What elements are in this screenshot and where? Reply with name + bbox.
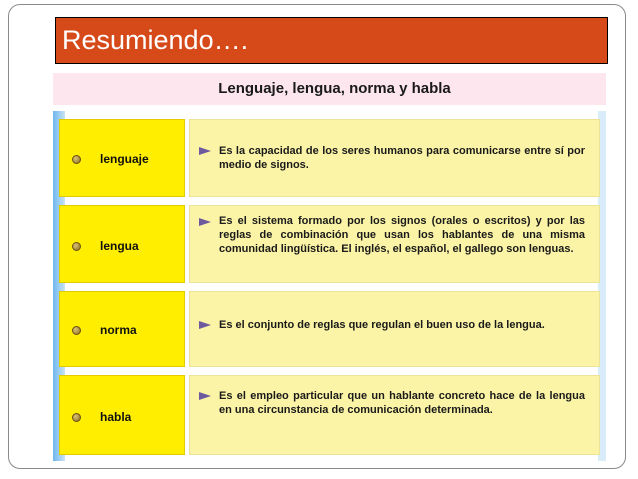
definitions-panel [53,73,606,461]
arrow-bullet-icon [199,392,211,400]
arrow-bullet-icon [199,218,211,226]
arrow-bullet-icon [199,321,211,329]
definition-text: Es el sistema formado por los signos (orales o escritos) y por las reglas de combinación que usan los hablantes de una misma comunidad lingüística. El inglés, el español, el gallego son lenguas. [219,215,585,255]
definition-text: Es el empleo particular que un hablante concreto hace de la lengua en una circunstancia de comunicación determinada. [219,390,585,416]
definition-cell [189,375,600,455]
definition-row-norma [59,291,600,367]
definition-cell [189,291,600,367]
definition-row-lengua [59,205,600,283]
term-label: habla [100,410,132,424]
definition-row-lenguaje [59,119,600,197]
term-cell [59,205,185,283]
term-label: norma [100,323,137,337]
arrow-bullet-icon [199,147,211,155]
definition-cell [189,119,600,197]
bullet-icon [72,413,81,422]
definition-text: Es la capacidad de los seres humanos para comunicarse entre sí por medio de signos. [219,145,585,171]
panel-heading: Lenguaje, lengua, norma y habla [53,73,606,105]
bullet-icon [72,155,81,164]
bullet-icon [72,326,81,335]
term-cell [59,119,185,197]
definition-text: Es el conjunto de reglas que regulan el buen uso de la lengua. [219,319,545,331]
term-label: lengua [100,239,139,253]
definition-row-habla [59,375,600,455]
term-cell [59,291,185,367]
definition-cell [189,205,600,283]
bullet-icon [72,242,81,251]
term-cell [59,375,185,455]
term-label: lenguaje [100,152,149,166]
slide-title: Resumiendo…. [55,17,608,64]
